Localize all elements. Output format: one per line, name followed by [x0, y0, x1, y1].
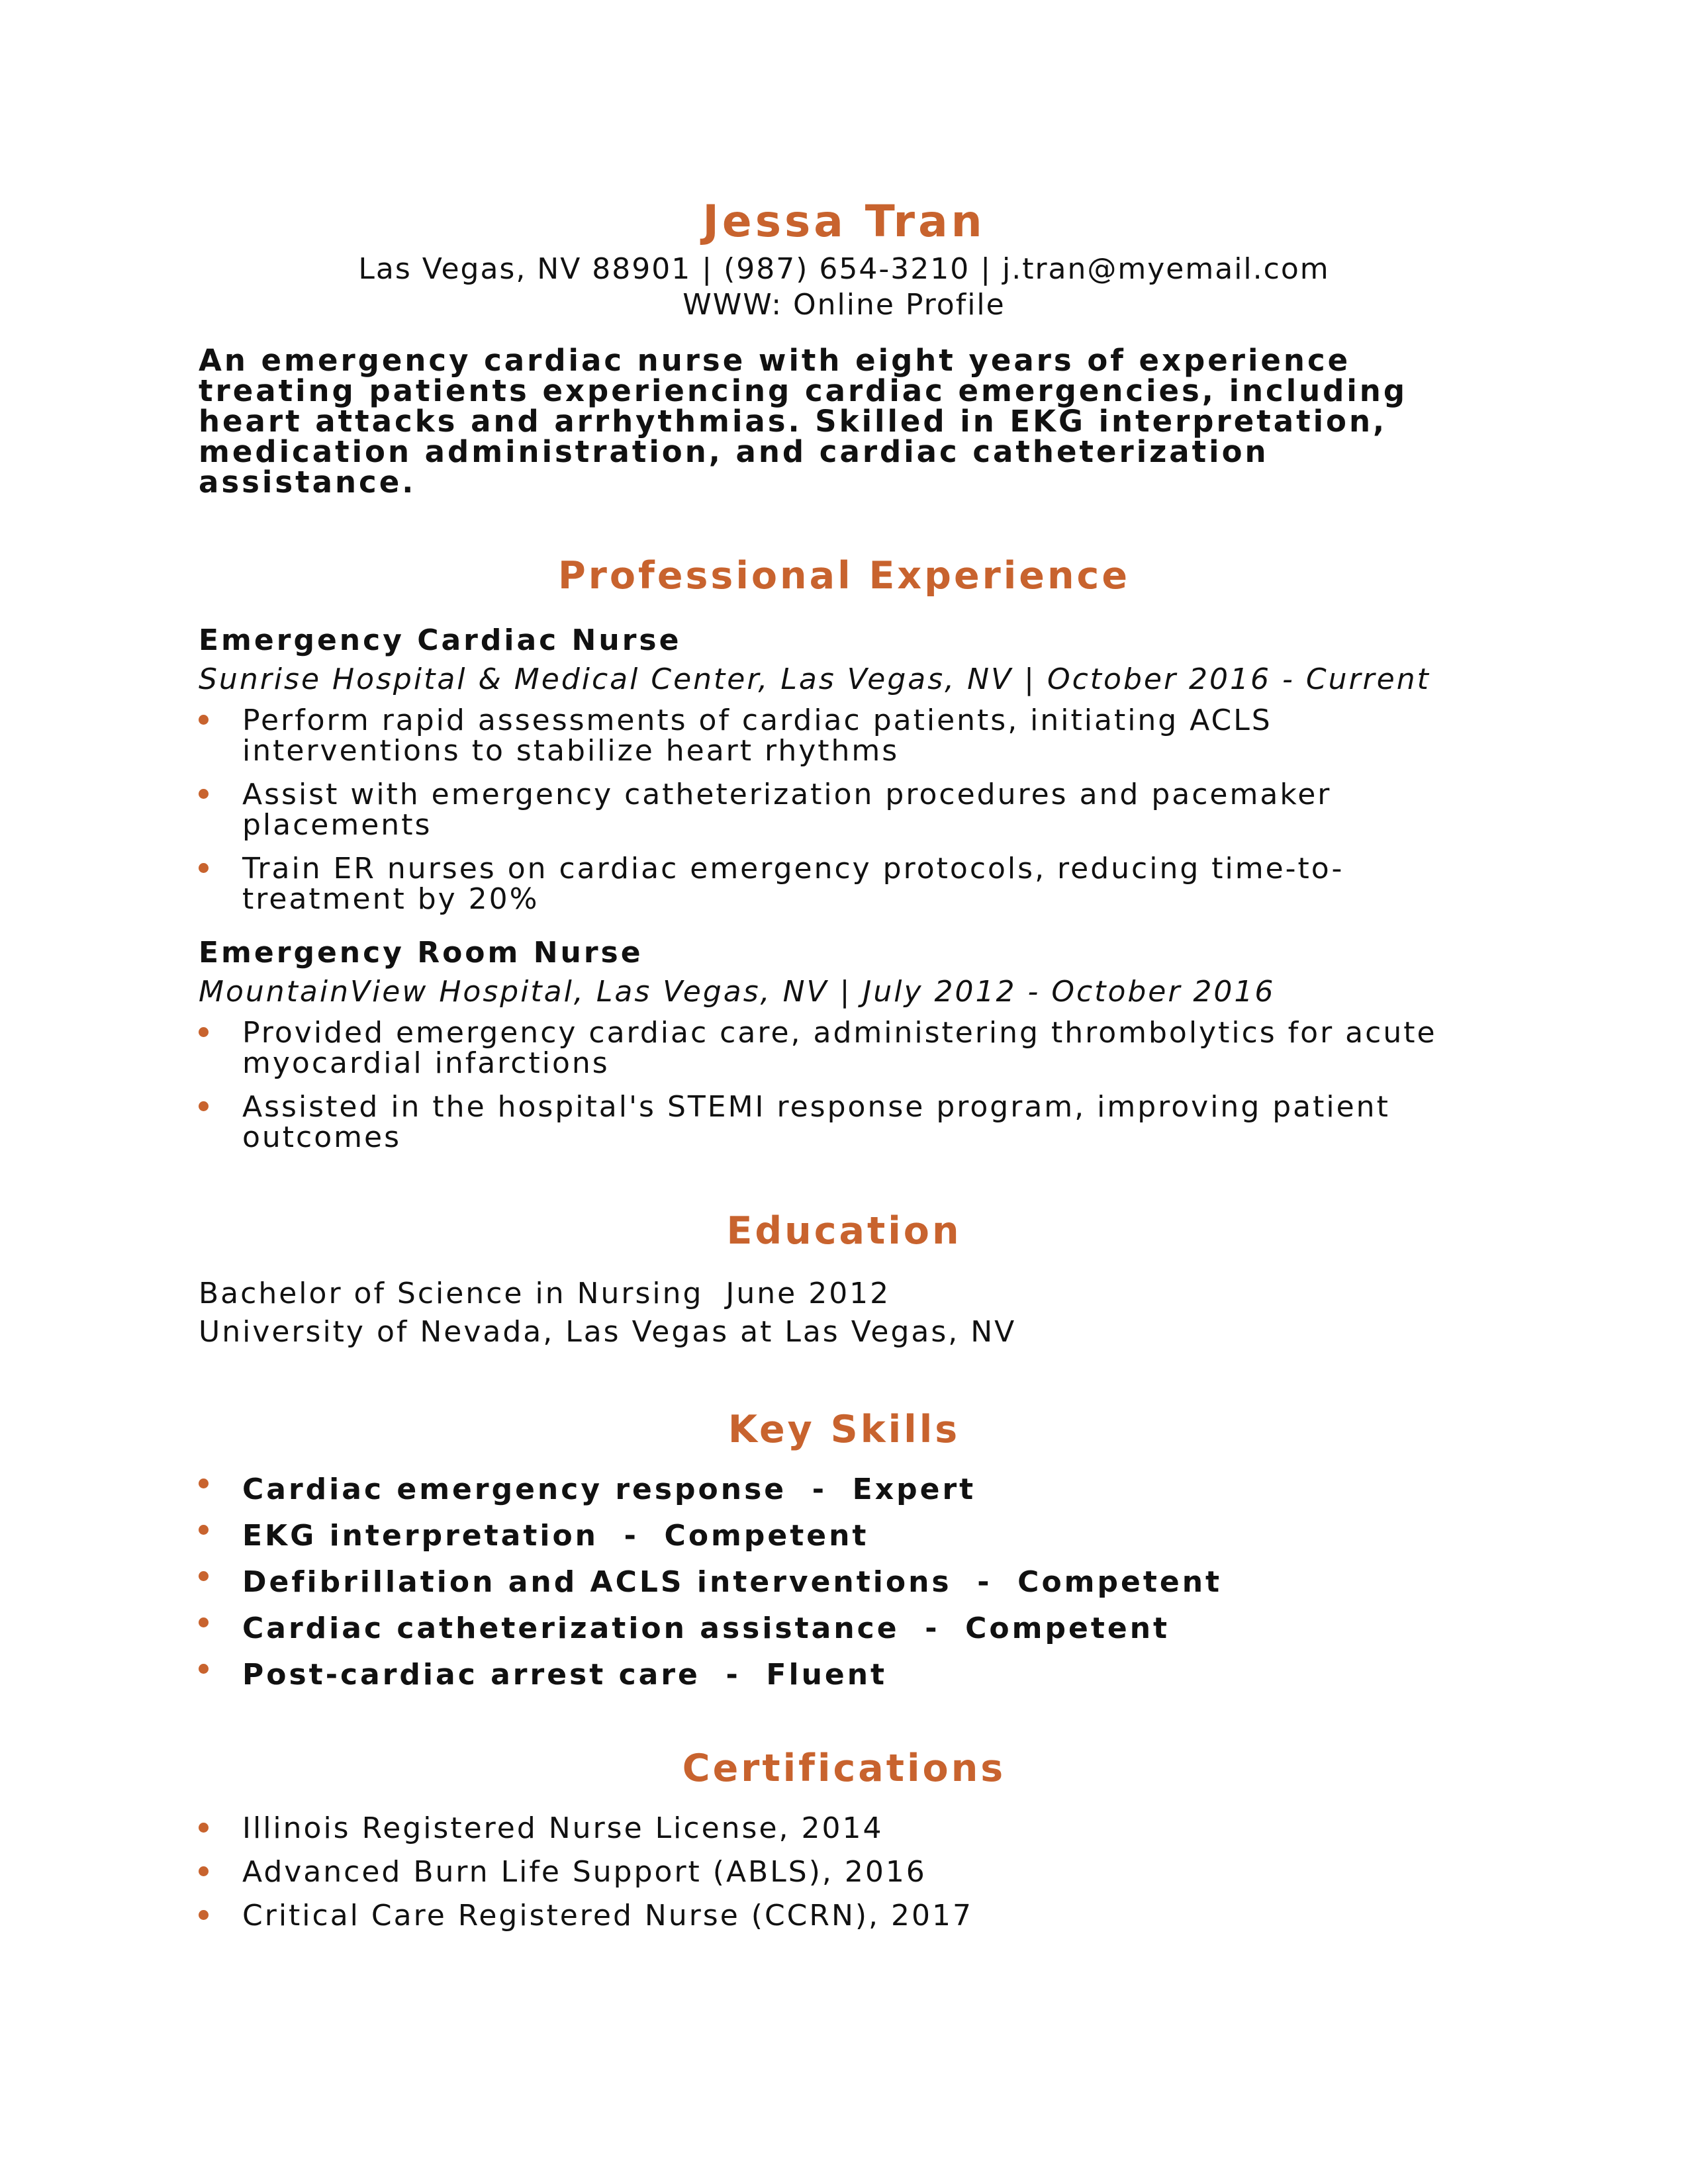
skill-text: Cardiac catheterization assistance - Competent: [242, 1612, 1170, 1645]
list-item: [199, 705, 1489, 766]
certification-text: Illinois Registered Nurse License, 2014: [242, 1811, 884, 1845]
education-entry: [199, 1275, 1489, 1351]
resume-header: [199, 192, 1489, 323]
bullet-icon: [199, 863, 209, 873]
list-item: [199, 1901, 1489, 1931]
list-item: [199, 1092, 1489, 1153]
bullet-icon: [199, 1525, 209, 1535]
certifications-list: [199, 1813, 1489, 1931]
job-bullet-list: [199, 705, 1489, 915]
skill-text: Cardiac emergency response - Expert: [242, 1473, 976, 1506]
skill-text: Defibrillation and ACLS interventions - Competent: [242, 1565, 1223, 1599]
job-employer-dates: Sunrise Hospital & Medical Center, Las Vegas, NV | October 2016 - Current: [199, 662, 1430, 696]
job-bullet-list: [199, 1018, 1489, 1153]
list-item: [199, 1567, 1489, 1598]
bullet-icon: [199, 1571, 209, 1581]
professional-summary: An emergency cardiac nurse with eight years of experience treating patients experiencing cardiac emergencies, including heart attacks and arrhythmias. Skilled in EKG interpretation, medication administration, and cardiac catheterization assistance.: [199, 343, 1408, 500]
bullet-text: Perform rapid assessments of cardiac patients, initiating ACLS interventions to stabilize heart rhythms: [242, 704, 1272, 768]
bullet-icon: [199, 1866, 209, 1876]
bullet-text: Train ER nurses on cardiac emergency protocols, reducing time-to-treatment by 20%: [242, 852, 1344, 916]
bullet-text: Provided emergency cardiac care, administering thrombolytics for acute myocardial infarctions: [242, 1016, 1437, 1080]
contact-info: Las Vegas, NV 88901 | (987) 654-3210 | j.tran@myemail.com: [358, 252, 1330, 286]
candidate-name: Jessa Tran: [702, 196, 986, 247]
job-employer-dates: MountainView Hospital, Las Vegas, NV | July 2012 - October 2016: [199, 975, 1276, 1009]
list-item: [199, 854, 1489, 915]
website-link[interactable]: WWW: Online Profile: [682, 288, 1006, 322]
bullet-icon: [199, 1910, 209, 1920]
bullet-icon: [199, 1664, 209, 1674]
education-section: [199, 1205, 1489, 1351]
bullet-text: Assist with emergency catheterization procedures and pacemaker placements: [242, 778, 1332, 842]
list-item: [199, 1614, 1489, 1644]
resume-content: [199, 192, 1489, 1931]
skill-text: EKG interpretation - Competent: [242, 1519, 869, 1553]
list-item: [199, 1857, 1489, 1888]
list-item: [199, 1813, 1489, 1844]
skill-text: Post-cardiac arrest care - Fluent: [242, 1658, 888, 1692]
certifications-section: [199, 1742, 1489, 1931]
job-entry: [199, 933, 1489, 1153]
bullet-icon: [199, 789, 209, 799]
experience-heading: Professional Experience: [558, 554, 1130, 598]
bullet-icon: [199, 1823, 209, 1833]
bullet-icon: [199, 1027, 209, 1037]
bullet-text: Assisted in the hospital's STEMI response program, improving patient outcomes: [242, 1090, 1390, 1154]
job-title: Emergency Cardiac Nurse: [199, 623, 682, 657]
bullet-icon: [199, 1101, 209, 1111]
list-item: [199, 1018, 1489, 1079]
degree-line: Bachelor of Science in Nursing June 2012: [199, 1277, 891, 1310]
job-title: Emergency Room Nurse: [199, 936, 643, 970]
certification-text: Advanced Burn Life Support (ABLS), 2016: [242, 1855, 927, 1889]
list-item: [199, 1475, 1489, 1505]
bullet-icon: [199, 715, 209, 725]
skills-heading: Key Skills: [727, 1408, 961, 1451]
bullet-icon: [199, 1479, 209, 1488]
job-entry: [199, 621, 1489, 915]
bullet-icon: [199, 1617, 209, 1627]
list-item: [199, 780, 1489, 841]
education-heading: Education: [726, 1209, 962, 1253]
certification-text: Critical Care Registered Nurse (CCRN), 2017: [242, 1899, 974, 1933]
experience-section: [199, 549, 1489, 1153]
list-item: [199, 1521, 1489, 1551]
school-line: University of Nevada, Las Vegas at Las Vegas, NV: [199, 1315, 1017, 1349]
list-item: [199, 1660, 1489, 1690]
skills-list: [199, 1475, 1489, 1690]
certifications-heading: Certifications: [682, 1747, 1006, 1790]
skills-section: [199, 1403, 1489, 1690]
